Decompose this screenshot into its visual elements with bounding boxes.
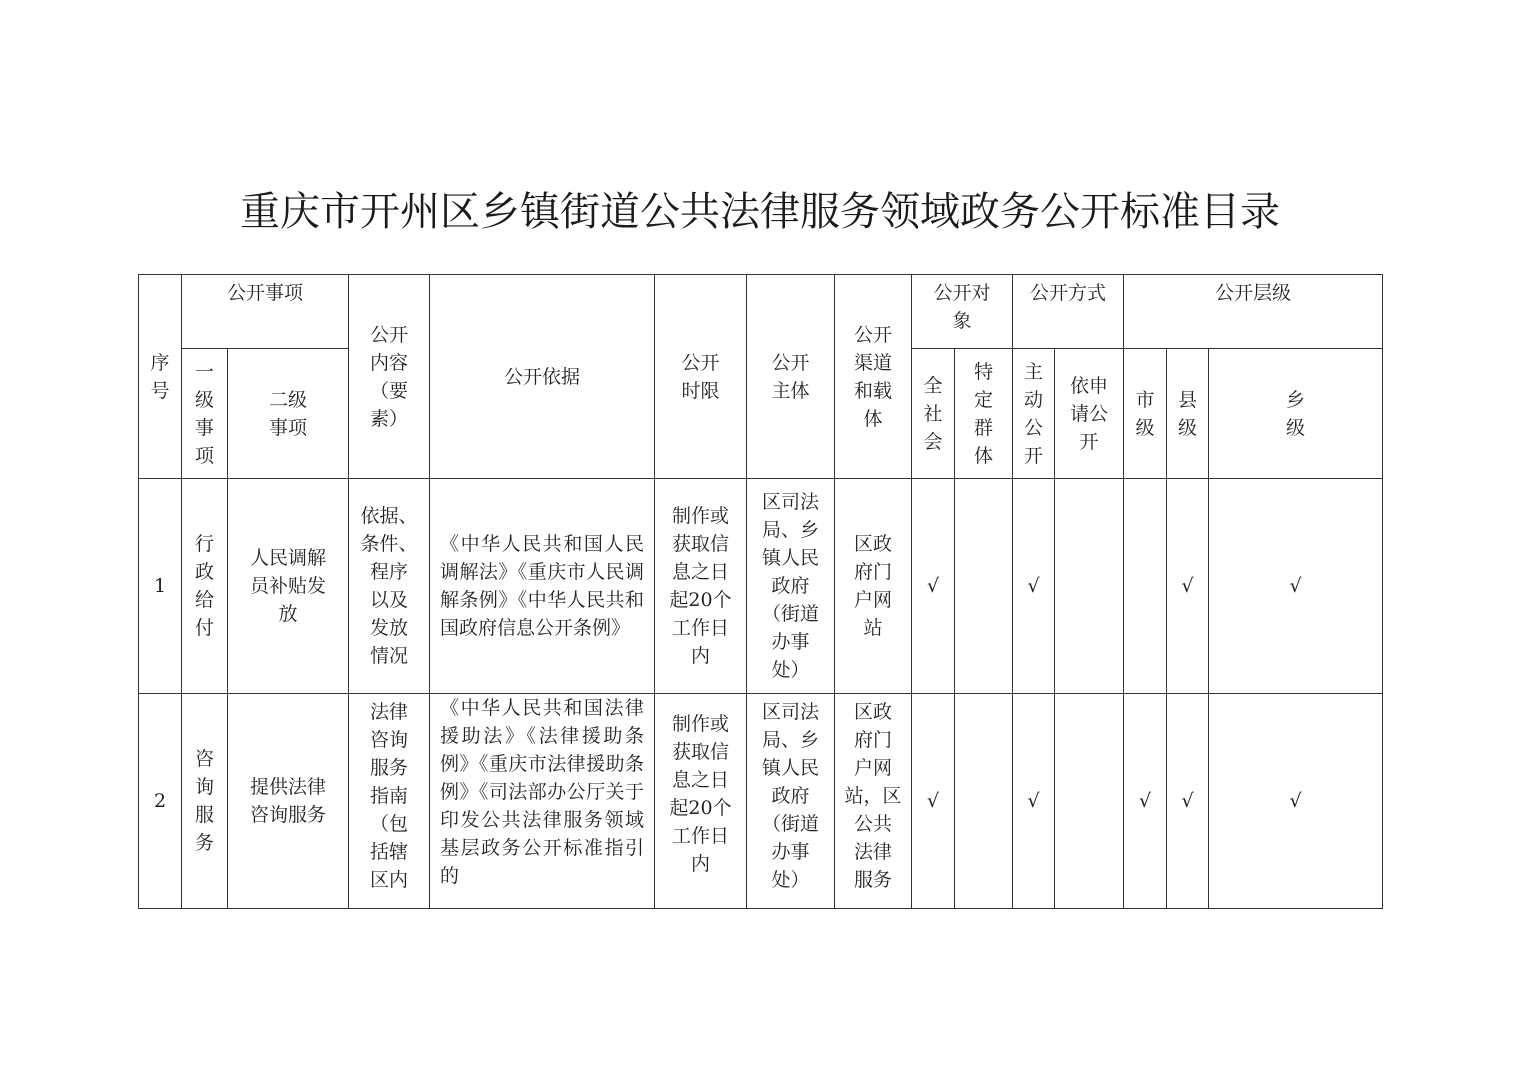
cell-level-county: √ <box>1167 694 1209 909</box>
cell-channel: 区政 府门 户网 站 <box>835 479 912 694</box>
cell-time-limit: 制作或 获取信 息之日 起20个 工作日 内 <box>655 694 747 909</box>
header-basis: 公开依据 <box>430 275 655 479</box>
header-level-city: 市 级 <box>1124 349 1167 479</box>
header-level-county: 县 级 <box>1167 349 1209 479</box>
cell-seq: 1 <box>139 479 182 694</box>
cell-level2: 人民调解 员补贴发 放 <box>228 479 349 694</box>
cell-level1: 咨 询 服 务 <box>182 694 228 909</box>
cell-method-apply <box>1055 694 1124 909</box>
header-level-town: 乡 级 <box>1209 349 1383 479</box>
header-time-limit: 公开 时限 <box>655 275 747 479</box>
cell-basis: 《中华人民共和国人民调解法》《重庆市人民调解条例》《中华人民共和国政府信息公开条例》 <box>430 479 655 694</box>
header-seq: 序 号 <box>139 275 182 479</box>
header-level-group: 公开层级 <box>1124 275 1383 349</box>
table-row <box>139 694 1383 909</box>
header-item-group: 公开事项 <box>182 275 349 349</box>
cell-target-specific <box>955 479 1013 694</box>
cell-seq: 2 <box>139 694 182 909</box>
header-method-apply: 依申 请公 开 <box>1055 349 1124 479</box>
cell-content: 依据、 条件、 程序 以及 发放 情况 <box>349 479 430 694</box>
cell-level2: 提供法律 咨询服务 <box>228 694 349 909</box>
cell-subject: 区司法 局、乡 镇人民 政府 （街道 办事 处） <box>747 694 835 909</box>
header-target-all: 全 社 会 <box>912 349 955 479</box>
cell-target-all: √ <box>912 694 955 909</box>
header-target-group: 公开对 象 <box>912 275 1013 349</box>
header-content: 公开 内容 （要 素） <box>349 275 430 479</box>
cell-target-all: √ <box>912 479 955 694</box>
header-level2: 二级 事项 <box>228 349 349 479</box>
page-title: 重庆市开州区乡镇街道公共法律服务领域政务公开标准目录 <box>240 189 1280 235</box>
cell-method-apply <box>1055 479 1124 694</box>
cell-channel: 区政 府门 户网 站，区 公共 法律 服务 <box>835 694 912 909</box>
header-method-active: 主 动 公 开 <box>1013 349 1055 479</box>
cell-method-active: √ <box>1013 694 1055 909</box>
cell-basis: 《中华人民共和国法律援助法》《法律援助条例》《重庆市法律援助条例》《司法部办公厅关于印发公共法律服务领域基层政务公开标准指引的 <box>430 694 655 909</box>
cell-method-active: √ <box>1013 479 1055 694</box>
cell-level-city: √ <box>1124 694 1167 909</box>
cell-level-city <box>1124 479 1167 694</box>
header-channel: 公开 渠道 和载 体 <box>835 275 912 479</box>
table-row <box>139 479 1383 694</box>
header-level1: 一 级 事 项 <box>182 349 228 479</box>
cell-subject: 区司法 局、乡 镇人民 政府 （街道 办事 处） <box>747 479 835 694</box>
cell-target-specific <box>955 694 1013 909</box>
cell-time-limit: 制作或 获取信 息之日 起20个 工作日 内 <box>655 479 747 694</box>
cell-level-town: √ <box>1209 479 1383 694</box>
catalog-table <box>138 274 1383 909</box>
cell-level-town: √ <box>1209 694 1383 909</box>
cell-level1: 行 政 给 付 <box>182 479 228 694</box>
cell-content: 法律 咨询 服务 指南 （包 括辖 区内 <box>349 694 430 909</box>
header-method-group: 公开方式 <box>1013 275 1124 349</box>
header-target-specific: 特 定 群 体 <box>955 349 1013 479</box>
header-subject: 公开 主体 <box>747 275 835 479</box>
cell-level-county: √ <box>1167 479 1209 694</box>
